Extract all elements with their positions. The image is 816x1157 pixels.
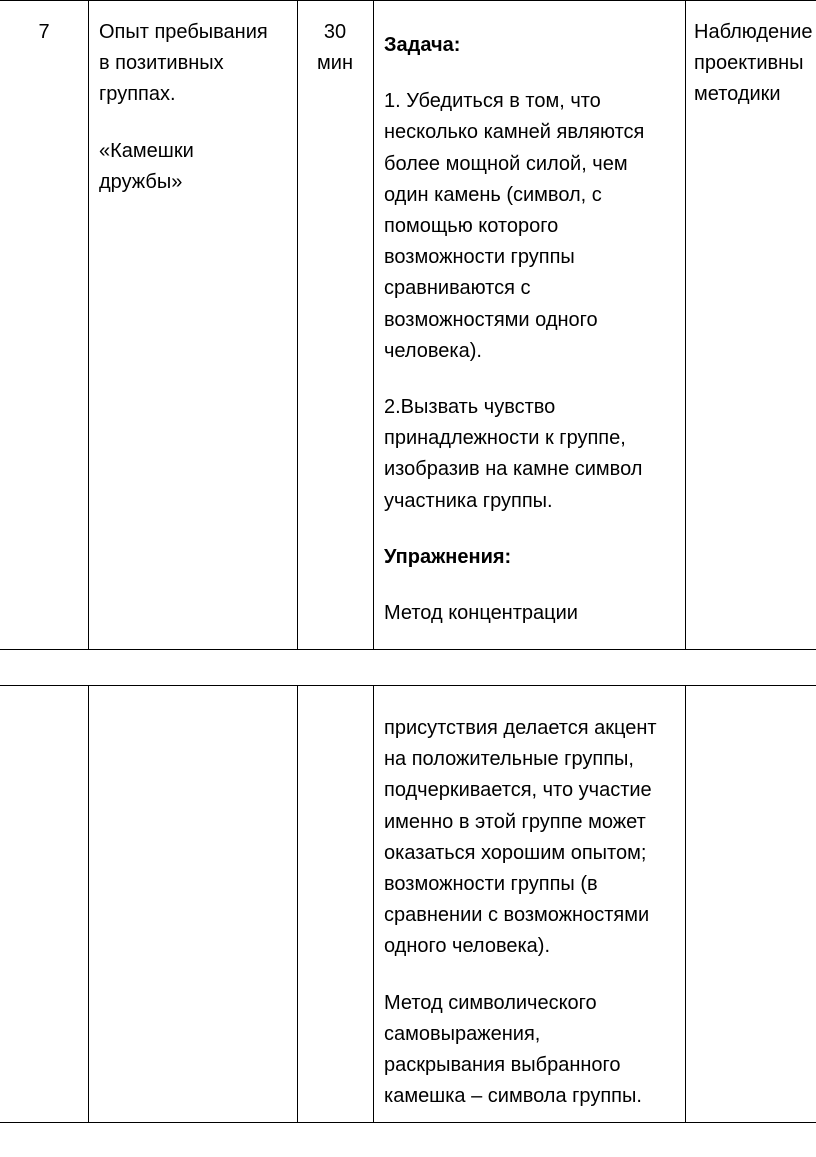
symbolic-method-line: самовыражения, xyxy=(384,1022,541,1045)
session-name-cell xyxy=(99,17,268,198)
exercise-title-line: дружбы» xyxy=(99,170,183,193)
table-2-bottom-border xyxy=(0,1122,816,1123)
duration-value: 30 xyxy=(323,21,347,43)
continuation-line: присутствия делается акцент xyxy=(384,717,657,739)
diagnostics-cell xyxy=(694,17,816,111)
column-divider xyxy=(373,0,374,650)
continuation-line: возможности группы (в xyxy=(384,873,598,896)
task-1-line: помощью которого xyxy=(384,215,559,238)
task-1-line: несколько камней являются xyxy=(384,121,645,144)
session-name-line: Опыт пребывания xyxy=(99,21,268,43)
row-number: 7 xyxy=(38,21,50,43)
session-name-line: в позитивных xyxy=(99,52,224,75)
task-2-line: изобразив на камне символ xyxy=(384,458,643,481)
task-1-line: один камень (символ, с xyxy=(384,183,602,206)
table-row-1-bottom-border xyxy=(0,649,816,650)
continuation-line: именно в этой группе может xyxy=(384,810,646,833)
task-heading: Задача: xyxy=(384,34,461,56)
diagnostics-line: Наблюдение xyxy=(694,21,813,43)
method-line: Метод концентрации xyxy=(384,602,578,625)
symbolic-method-line: раскрывания выбранного xyxy=(384,1054,621,1077)
continuation-line: оказаться хорошим опытом; xyxy=(384,841,647,864)
table-2-top-border xyxy=(0,685,816,686)
column-divider xyxy=(373,685,374,1123)
exercise-title-line: «Камешки xyxy=(99,139,194,162)
column-divider xyxy=(297,685,298,1123)
task-2-line: участника группы. xyxy=(384,489,553,512)
continuation-line: подчеркивается, что участие xyxy=(384,779,652,802)
column-divider xyxy=(297,0,298,650)
session-name-line: группах. xyxy=(99,83,176,106)
continuation-line: сравнении с возможностями xyxy=(384,904,650,927)
row-number-cell xyxy=(0,17,88,48)
task-1-line: возможностями одного xyxy=(384,308,598,331)
diagnostics-line: методики xyxy=(694,83,781,106)
diagnostics-line: проективны xyxy=(694,52,804,75)
column-divider xyxy=(88,0,89,650)
duration-cell xyxy=(297,17,373,79)
task-1-line: 1. Убедиться в том, что xyxy=(384,90,601,113)
column-divider xyxy=(685,685,686,1123)
task-1-line: человека). xyxy=(384,339,482,362)
task-1-line: сравниваются с xyxy=(384,277,531,300)
duration-unit: мин xyxy=(317,52,353,75)
symbolic-method-line: Метод символического xyxy=(384,991,597,1014)
continuation-cell xyxy=(384,713,657,1112)
table-top-border xyxy=(0,0,816,1)
column-divider xyxy=(685,0,686,650)
task-1-line: более мощной силой, чем xyxy=(384,152,628,175)
task-2-line: 2.Вызвать чувство xyxy=(384,396,556,419)
symbolic-method-line: камешка – символа группы. xyxy=(384,1085,642,1108)
column-divider xyxy=(88,685,89,1123)
tasks-cell xyxy=(384,30,644,629)
exercises-heading: Упражнения: xyxy=(384,545,512,568)
continuation-line: на положительные группы, xyxy=(384,748,634,771)
continuation-line: одного человека). xyxy=(384,935,551,958)
task-1-line: возможности группы xyxy=(384,246,575,269)
task-2-line: принадлежности к группе, xyxy=(384,427,626,450)
